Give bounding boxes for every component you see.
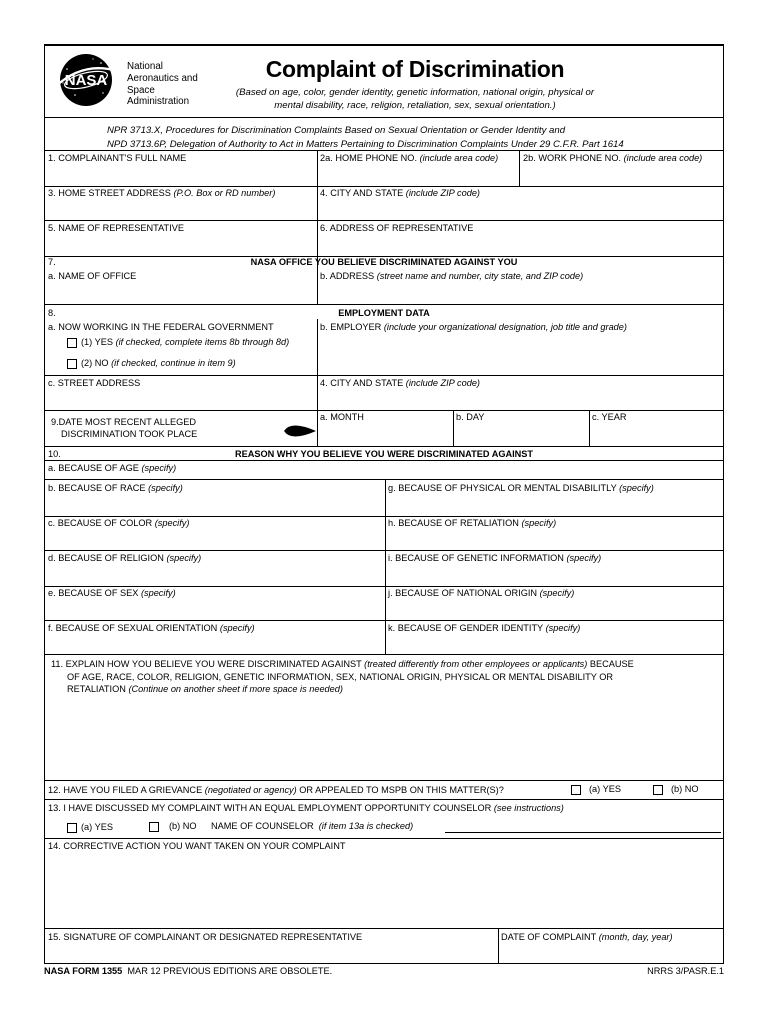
genetic-info-field[interactable]: i. BECAUSE OF GENETIC INFORMATION (specify) [388,553,602,563]
section-7-number: 7. [48,257,56,267]
office-address-field[interactable]: b. ADDRESS (street name and number, city state, and ZIP code) [320,271,584,281]
federal-employment-label: a. NOW WORKING IN THE FEDERAL GOVERNMENT [48,322,274,332]
arrow-right-icon [283,418,317,444]
explanation-field[interactable]: 11. EXPLAIN HOW YOU BELIEVE YOU WERE DISCRIMINATED AGAINST (treated differently from other employees or applicants) BECAUSE OF AGE, RACE, COLOR, RELIGION, GENETIC INFORMATION, SEX, NATIONAL ORIGIN, PHYSICAL OR MENTAL DISABILITY OR RETALIATION (Continue on another sheet if more space is needed) [51,659,634,694]
employed-no-checkbox[interactable]: (2) NO (if checked, continue in item 9) [67,357,236,369]
retaliation-field[interactable]: h. BECAUSE OF RETALIATION (specify) [388,518,557,528]
grievance-question: 12. HAVE YOU FILED A GRIEVANCE (negotiated or agency) OR APPEALED TO MSPB ON THIS MATTER(S)? [48,785,504,795]
gender-identity-field[interactable]: k. BECAUSE OF GENDER IDENTITY (specify) [388,623,581,633]
authority-reference: NPR 3713.X, Procedures for Discrimination Complaints Based on Sexual Orientation or Gender Identity and NPD 3713.6P, Delegation of Authority to Act in Matters Pertaining to Discrimination Complaints Under 29 C.F.R. Part 1614 [107,125,624,150]
counselor-name-line[interactable] [445,832,721,833]
section-8-heading: EMPLOYMENT DATA [338,308,430,318]
sex-field[interactable]: e. BECAUSE OF SEX (specify) [48,588,176,598]
checkbox[interactable] [67,823,77,833]
religion-field[interactable]: d. BECAUSE OF RELIGION (specify) [48,553,202,563]
full-name-field[interactable]: 1. COMPLAINANT'S FULL NAME [48,153,187,163]
checkbox[interactable] [67,338,77,348]
grievance-no-checkbox[interactable]: (b) NO [653,783,699,795]
employer-street-field[interactable]: c. STREET ADDRESS [48,378,141,388]
divider [45,117,723,118]
form-subtitle: (Based on age, color, gender identity, genetic information, national origin, physical or mental disability, race, religion, retaliation, sex, sexual orientation.) [235,87,595,111]
home-phone-field[interactable]: 2a. HOME PHONE NO. (include area code) [320,153,499,163]
form-edition: MAR 12 PREVIOUS EDITIONS ARE OBSOLETE. [127,966,333,976]
section-10-number: 10. [48,449,61,459]
nasa-logo-icon [53,51,119,109]
employer-city-state-field[interactable]: 4. CITY AND STATE (include ZIP code) [320,378,480,388]
representative-name-field[interactable]: 5. NAME OF REPRESENTATIVE [48,223,184,233]
signature-field[interactable]: 15. SIGNATURE OF COMPLAINANT OR DESIGNATED REPRESENTATIVE [48,932,363,942]
alleged-date-label: 9.DATE MOST RECENT ALLEGED DISCRIMINATION TOOK PLACE [51,417,198,439]
grievance-yes-checkbox[interactable]: (a) YES [571,783,621,795]
day-field[interactable]: b. DAY [456,412,485,422]
work-phone-field[interactable]: 2b. WORK PHONE NO. (include area code) [523,153,703,163]
form-number [44,966,332,976]
agency-name: National Aeronautics and Space Administration [127,61,198,108]
disability-field[interactable]: g. BECAUSE OF PHYSICAL OR MENTAL DISABILITLY (specify) [388,483,654,493]
form-title: Complaint of Discrimination [265,56,565,82]
national-origin-field[interactable]: j. BECAUSE OF NATIONAL ORIGIN (specify) [388,588,575,598]
checkbox[interactable] [571,785,581,795]
counselor-yes-checkbox[interactable]: (a) YES [67,821,113,833]
color-field[interactable]: c. BECAUSE OF COLOR (specify) [48,518,190,528]
section-8-number: 8. [48,308,56,318]
records-code: NRRS 3/PASR.E.1 [647,966,724,976]
counselor-name-label: NAME OF COUNSELOR (if item 13a is checked) [211,821,414,831]
race-field[interactable]: b. BECAUSE OF RACE (specify) [48,483,183,493]
corrective-action-field[interactable]: 14. CORRECTIVE ACTION YOU WANT TAKEN ON YOUR COMPLAINT [48,841,346,851]
complaint-form [44,44,724,964]
year-field[interactable]: c. YEAR [592,412,627,422]
checkbox[interactable] [653,785,663,795]
checkbox[interactable] [149,822,159,832]
employer-field[interactable]: b. EMPLOYER (include your organizational designation, job title and grade) [320,322,627,332]
counselor-question: 13. I HAVE DISCUSSED MY COMPLAINT WITH AN EQUAL EMPLOYMENT OPPORTUNITY COUNSELOR (see instructions) [48,803,564,813]
form-id: NASA FORM 1355 [44,966,123,976]
checkbox[interactable] [67,359,77,369]
section-10-heading: REASON WHY YOU BELIEVE YOU WERE DISCRIMINATED AGAINST [234,449,534,459]
representative-address-field[interactable]: 6. ADDRESS OF REPRESENTATIVE [320,223,474,233]
section-7-heading: NASA OFFICE YOU BELIEVE DISCRIMINATED AGAINST YOU [250,257,518,267]
svg-text:NASA: NASA [64,72,108,89]
counselor-no-checkbox[interactable]: (b) NO [149,820,197,832]
office-name-field[interactable]: a. NAME OF OFFICE [48,271,137,281]
sexual-orientation-field[interactable]: f. BECAUSE OF SEXUAL ORIENTATION (specify) [48,623,255,633]
home-address-field[interactable]: 3. HOME STREET ADDRESS (P.O. Box or RD number) [48,188,276,198]
complaint-date-field[interactable]: DATE OF COMPLAINT (month, day, year) [501,932,673,942]
month-field[interactable]: a. MONTH [320,412,364,422]
employed-yes-checkbox[interactable]: (1) YES (if checked, complete items 8b through 8d) [67,336,289,348]
city-state-field[interactable]: 4. CITY AND STATE (include ZIP code) [320,188,480,198]
age-field[interactable]: a. BECAUSE OF AGE (specify) [48,463,177,473]
